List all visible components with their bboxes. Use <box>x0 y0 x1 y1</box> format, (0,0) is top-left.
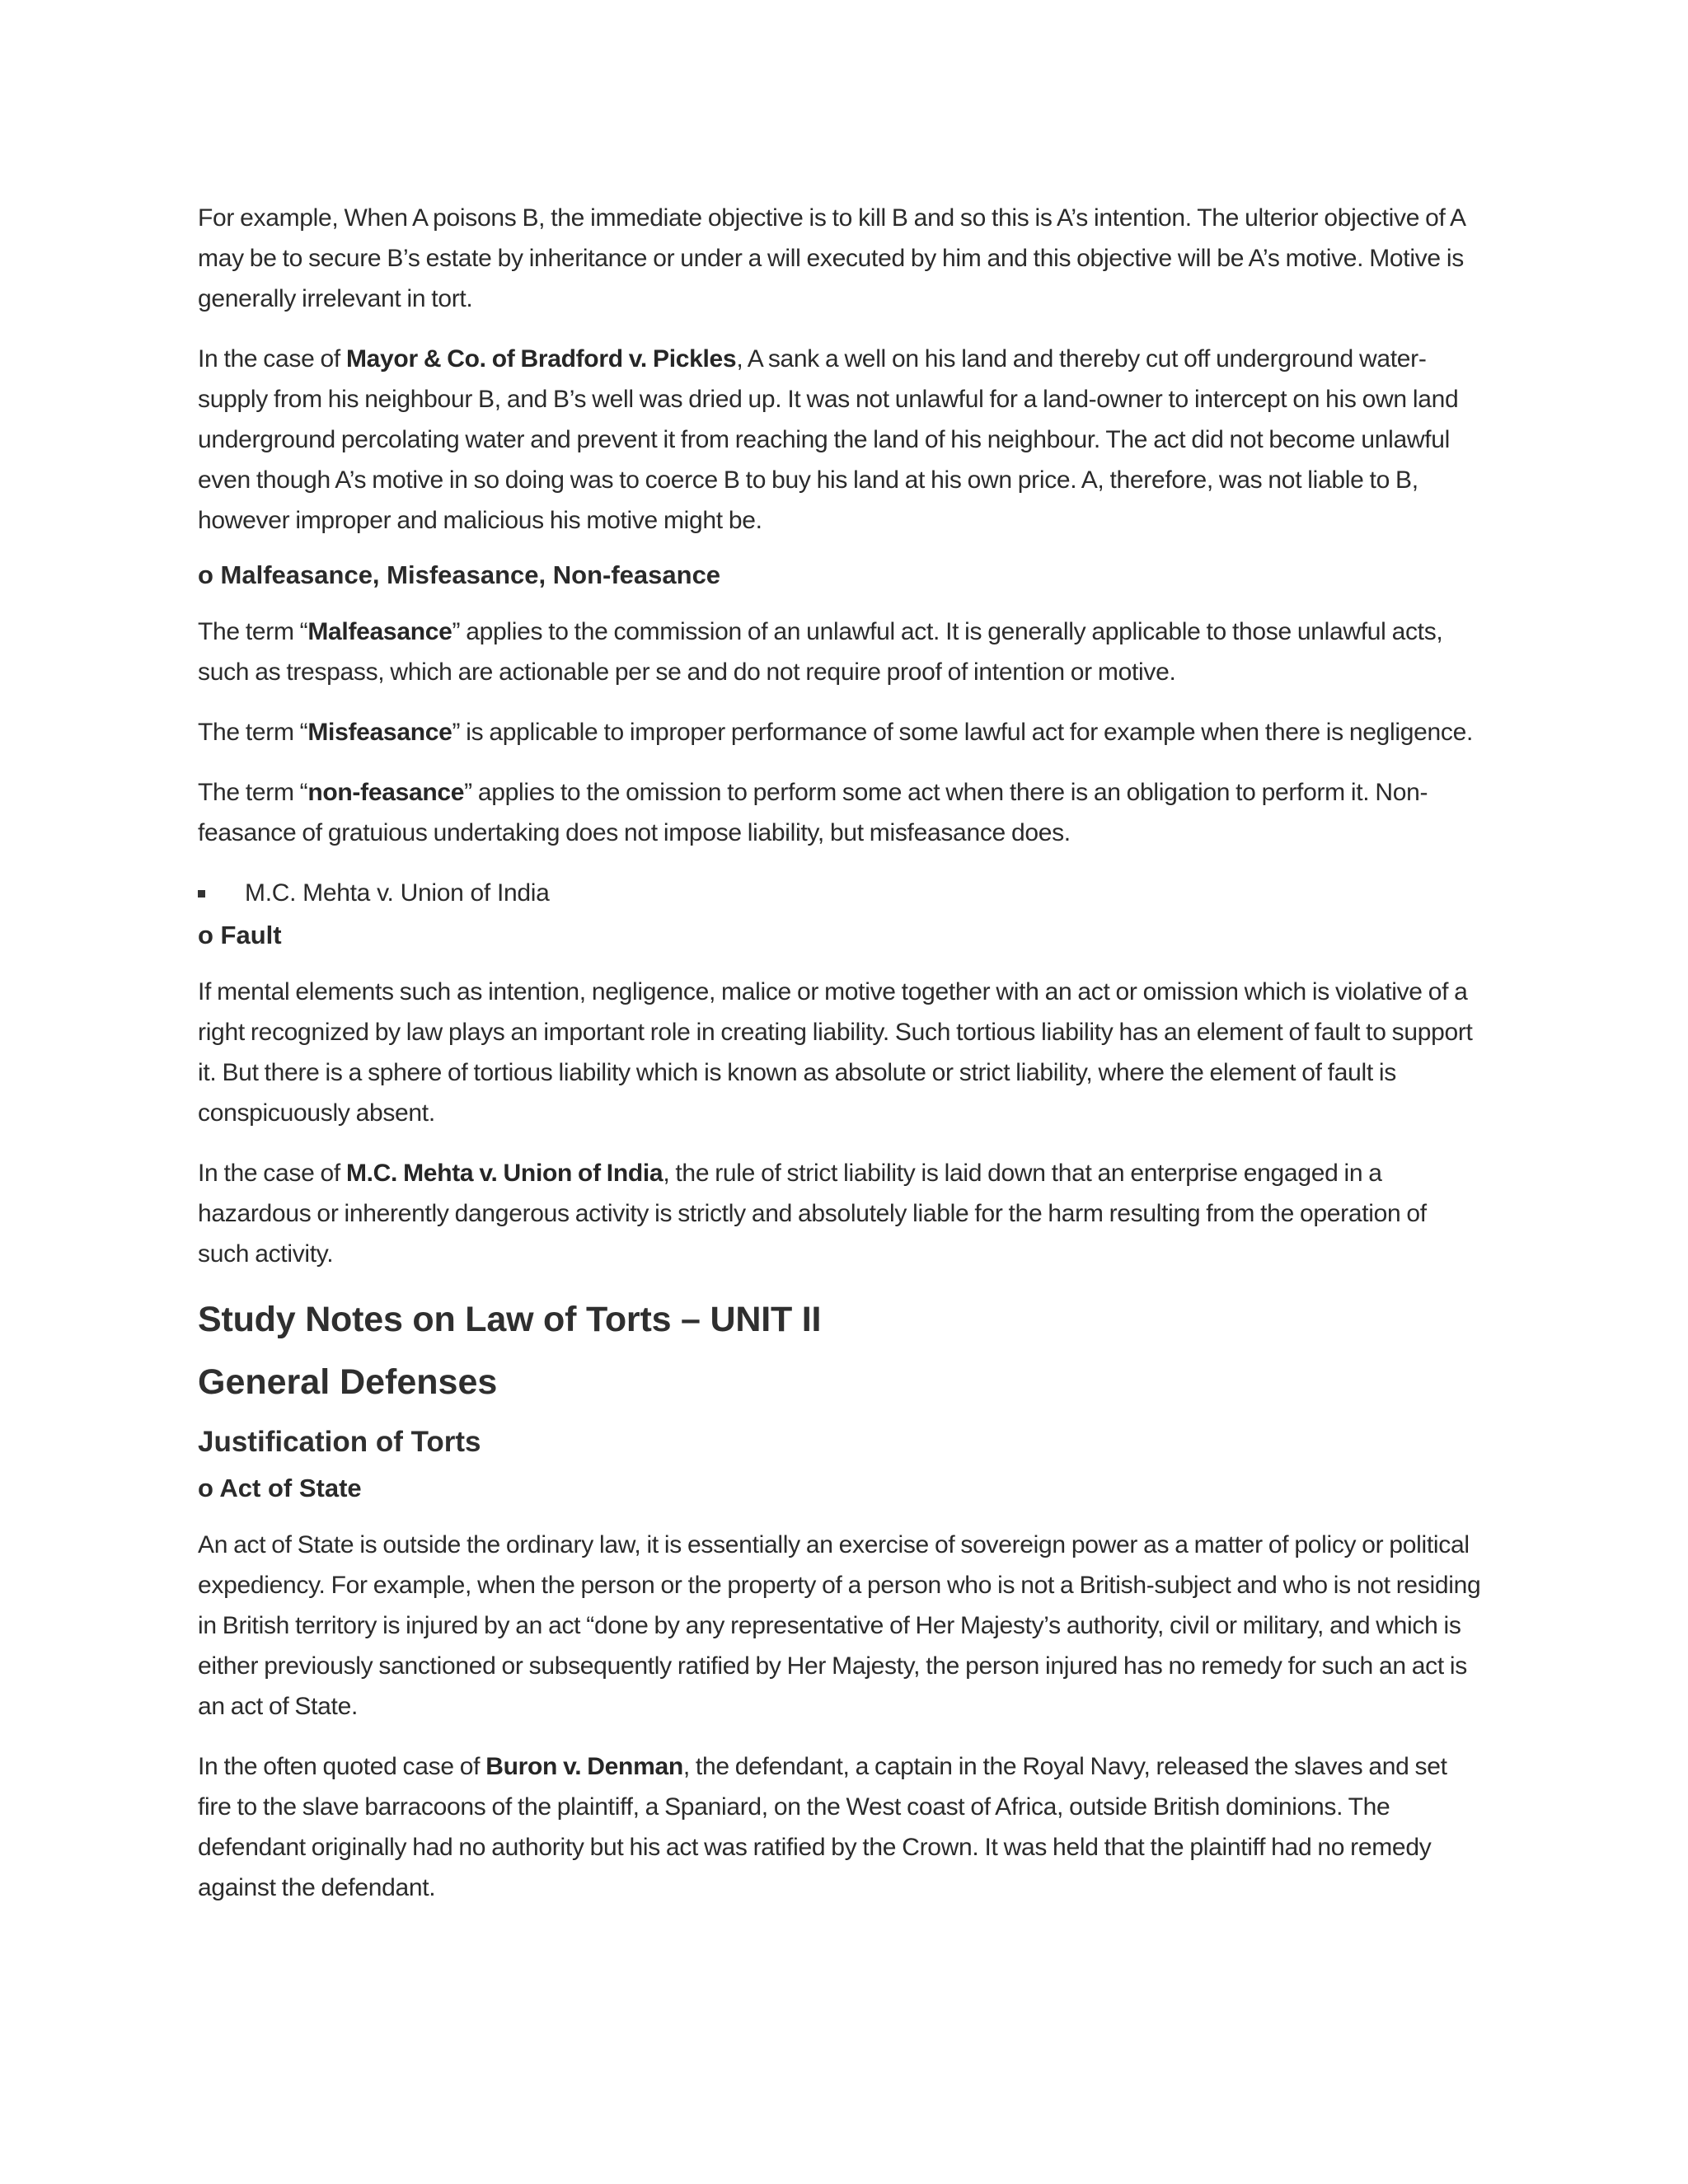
paragraph-fault: If mental elements such as intention, negligence, malice or motive together with an act or omission which is violative of a right recognized by law plays an important role in creating liability. Such tortious liability has an element of fault to support it. But there is a sphere of tortious liability which is known as absolute or strict liability, where the element of fault is conspicuously absent. <box>198 978 1473 1127</box>
document-page <box>198 198 1484 1928</box>
text-segment: ” applies to the commission of an unlawful act. It is generally applicable to those unlawful acts, such as trespass, which are actionable per se and do not require proof of intention or motive. <box>198 618 1443 686</box>
text-segment: In the often quoted case of <box>198 1753 486 1780</box>
case-name: Mayor & Co. of Bradford v. Pickles <box>345 345 737 373</box>
paragraph-motive-example: For example, When A poisons B, the immediate objective is to kill B and so this is A’s intention. The ulterior objective of A may be to secure B’s estate by inheritance or under a will executed by him and this objective will be A’s motive. Motive is generally irrelevant in tort. <box>198 204 1465 312</box>
bullet-text: M.C. Mehta v. Union of India <box>245 879 550 907</box>
square-bullet-icon <box>198 890 205 898</box>
paragraph-non-feasance <box>198 772 1484 853</box>
heading-malfeasance: o Malfeasance, Misfeasance, Non-feasance <box>198 560 721 589</box>
heading-act-of-state: o Act of State <box>198 1474 362 1502</box>
paragraph-misfeasance <box>198 712 1484 752</box>
term-misfeasance: Misfeasance <box>307 719 452 746</box>
text-segment: ” is applicable to improper performance of some lawful act for example when there is negligence. <box>452 719 1474 746</box>
paragraph-bradford-case <box>198 339 1484 541</box>
paragraph-buron-case <box>198 1746 1484 1908</box>
term-non-feasance: non-feasance <box>307 779 465 806</box>
heading-general-defenses: General Defenses <box>198 1362 498 1402</box>
term-malfeasance: Malfeasance <box>307 618 452 645</box>
text-segment: , the rule of strict liability is laid down that an enterprise engaged in a hazardous or inherently dangerous activity is strictly and absolutely liable for the harm resulting from the operation of such activity. <box>198 1160 1427 1268</box>
text-segment: In the case of <box>198 345 346 373</box>
text-segment: ” applies to the omission to perform some act when there is an obligation to perform it. Non-feasance of gratuious undertaking does not impose liability, but misfeasance does. <box>198 779 1428 846</box>
text-segment: In the case of <box>198 1160 346 1187</box>
text-segment: , the defendant, a captain in the Royal Navy, released the slaves and set fire to the slave barracoons of the plaintiff, a Spaniard, on the West coast of Africa, outside British dominions. The defendant originally had no authority but his act was ratified by the Crown. It was held that the plaintiff had no remedy against the defendant. <box>198 1753 1447 1901</box>
case-name: Buron v. Denman <box>485 1753 683 1780</box>
text-segment: The term “ <box>198 618 308 645</box>
paragraph-mc-mehta-case <box>198 1153 1484 1274</box>
text-segment: The term “ <box>198 719 308 746</box>
heading-study-notes-unit: Study Notes on Law of Torts – UNIT II <box>198 1300 822 1339</box>
case-name: M.C. Mehta v. Union of India <box>345 1160 663 1187</box>
bullet-item <box>198 873 1484 914</box>
heading-justification-of-torts: Justification of Torts <box>198 1426 481 1458</box>
paragraph-malfeasance <box>198 612 1484 692</box>
text-segment: The term “ <box>198 779 308 806</box>
paragraph-act-of-state: An act of State is outside the ordinary law, it is essentially an exercise of sovereign power as a matter of policy or political expediency. For example, when the person or the property of a person who is not a British-subject and who is not residing in British territory is injured by an act “done by any representative of Her Majesty’s authority, civil or military, and which is either previously sanctioned or subsequently ratified by Her Majesty, the person injured has no remedy for such an act is an act of State. <box>198 1531 1481 1720</box>
heading-fault: o Fault <box>198 921 282 949</box>
text-segment: , A sank a well on his land and thereby cut off underground water-supply from his neighbour B, and B’s well was dried up. It was not unlawful for a land-owner to intercept on his own land underground percolating water and prevent it from reaching the land of his neighbour. The act did not become unlawful even though A’s motive in so doing was to coerce B to buy his land at his own price. A, therefore, was not liable to B, however improper and malicious his motive might be. <box>198 345 1459 534</box>
